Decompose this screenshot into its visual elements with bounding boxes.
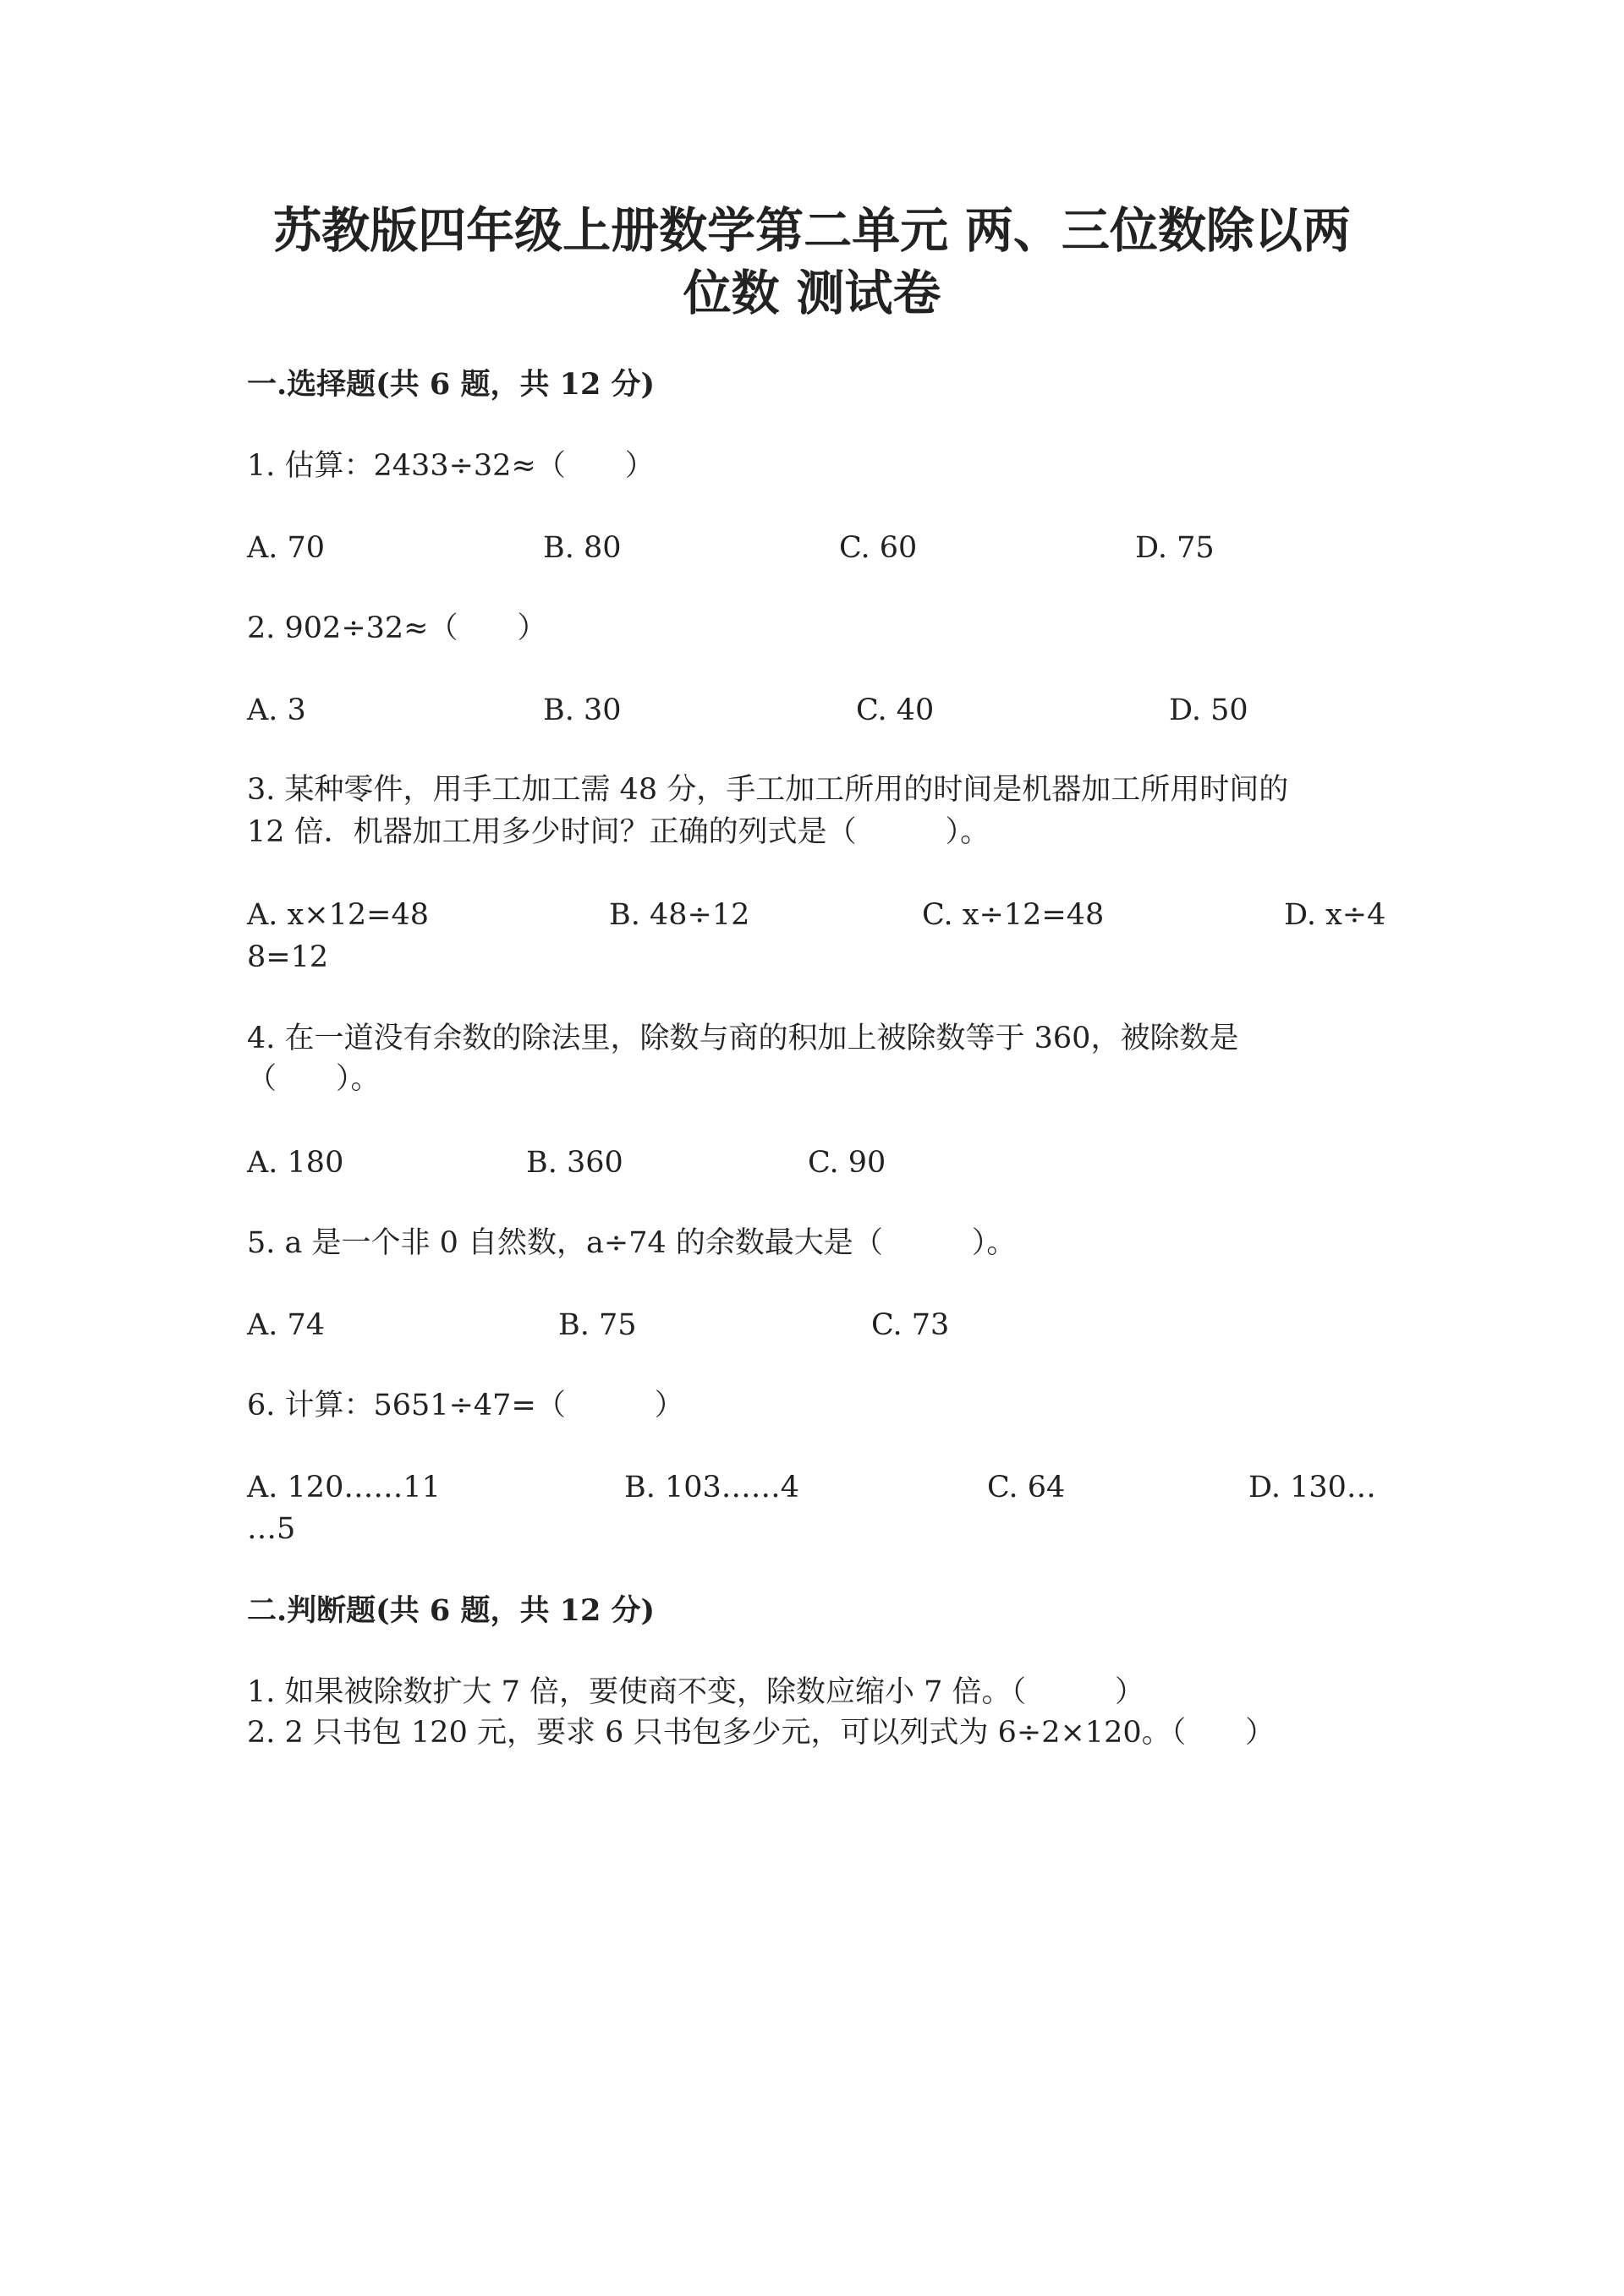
question-5-text: 5. a 是一个非 0 自然数，a÷74 的余数最大是（ ）。 xyxy=(247,1226,1017,1260)
question-6-option-d-wrap: …5 xyxy=(247,1512,296,1546)
question-3-option-d-wrap: 8=12 xyxy=(247,940,329,974)
question-3-option-c: C. x÷12=48 xyxy=(922,898,1105,932)
question-2-option-a: A. 3 xyxy=(247,693,306,727)
question-1-option-b: B. 80 xyxy=(543,531,622,565)
question-4-option-a: A. 180 xyxy=(247,1146,344,1180)
question-3-text-line-1: 3. 某种零件，用手工加工需 48 分，手工加工所用的时间是机器加工所用时间的 xyxy=(247,773,1289,807)
question-2-option-b: B. 30 xyxy=(543,693,622,727)
question-6-option-a: A. 120……11 xyxy=(247,1471,441,1504)
question-4-option-c: C. 90 xyxy=(808,1146,886,1180)
question-6-text: 6. 计算：5651÷47=（ ） xyxy=(247,1389,684,1422)
question-1-option-a: A. 70 xyxy=(247,531,326,565)
question-6-option-c: C. 64 xyxy=(987,1471,1066,1504)
section-heading-choice: 一.选择题(共 6 题，共 12 分) xyxy=(247,367,656,402)
document-title-line-2: 位数 测试卷 xyxy=(683,265,941,321)
judgement-item-2: 2. 2 只书包 120 元，要求 6 只书包多少元，可以列式为 6÷2×120。（ ） xyxy=(247,1716,1276,1750)
question-6-option-b: B. 103……4 xyxy=(624,1471,800,1504)
question-2-option-c: C. 40 xyxy=(856,693,935,727)
question-3-option-a: A. x×12=48 xyxy=(247,898,429,932)
question-3-option-b: B. 48÷12 xyxy=(609,898,750,932)
question-4-text-line-2: （ ）。 xyxy=(247,1062,381,1096)
document-title-line-1: 苏教版四年级上册数学第二单元 两、三位数除以两 xyxy=(273,202,1351,259)
question-4-option-b: B. 360 xyxy=(526,1146,623,1180)
question-1-text: 1. 估算：2433÷32≈（ ） xyxy=(247,449,655,483)
question-3-option-d: D. x÷4 xyxy=(1284,898,1386,932)
question-6-option-d: D. 130… xyxy=(1248,1471,1376,1504)
question-2-option-d: D. 50 xyxy=(1169,693,1248,727)
question-5-option-a: A. 74 xyxy=(247,1308,326,1342)
judgement-item-1: 1. 如果被除数扩大 7 倍，要使商不变，除数应缩小 7 倍。（ ） xyxy=(247,1675,1145,1709)
question-3-text-line-2: 12 倍．机器加工用多少时间？正确的列式是（ ）。 xyxy=(247,815,990,849)
question-2-text: 2. 902÷32≈（ ） xyxy=(247,611,547,645)
question-5-option-c: C. 73 xyxy=(871,1308,950,1342)
question-5-option-b: B. 75 xyxy=(558,1308,637,1342)
section-heading-judgement: 二.判断题(共 6 题，共 12 分) xyxy=(247,1593,656,1628)
question-1-option-d: D. 75 xyxy=(1135,531,1215,565)
question-4-text-line-1: 4. 在一道没有余数的除法里，除数与商的积加上被除数等于 360，被除数是 xyxy=(247,1022,1239,1055)
question-1-option-c: C. 60 xyxy=(839,531,918,565)
